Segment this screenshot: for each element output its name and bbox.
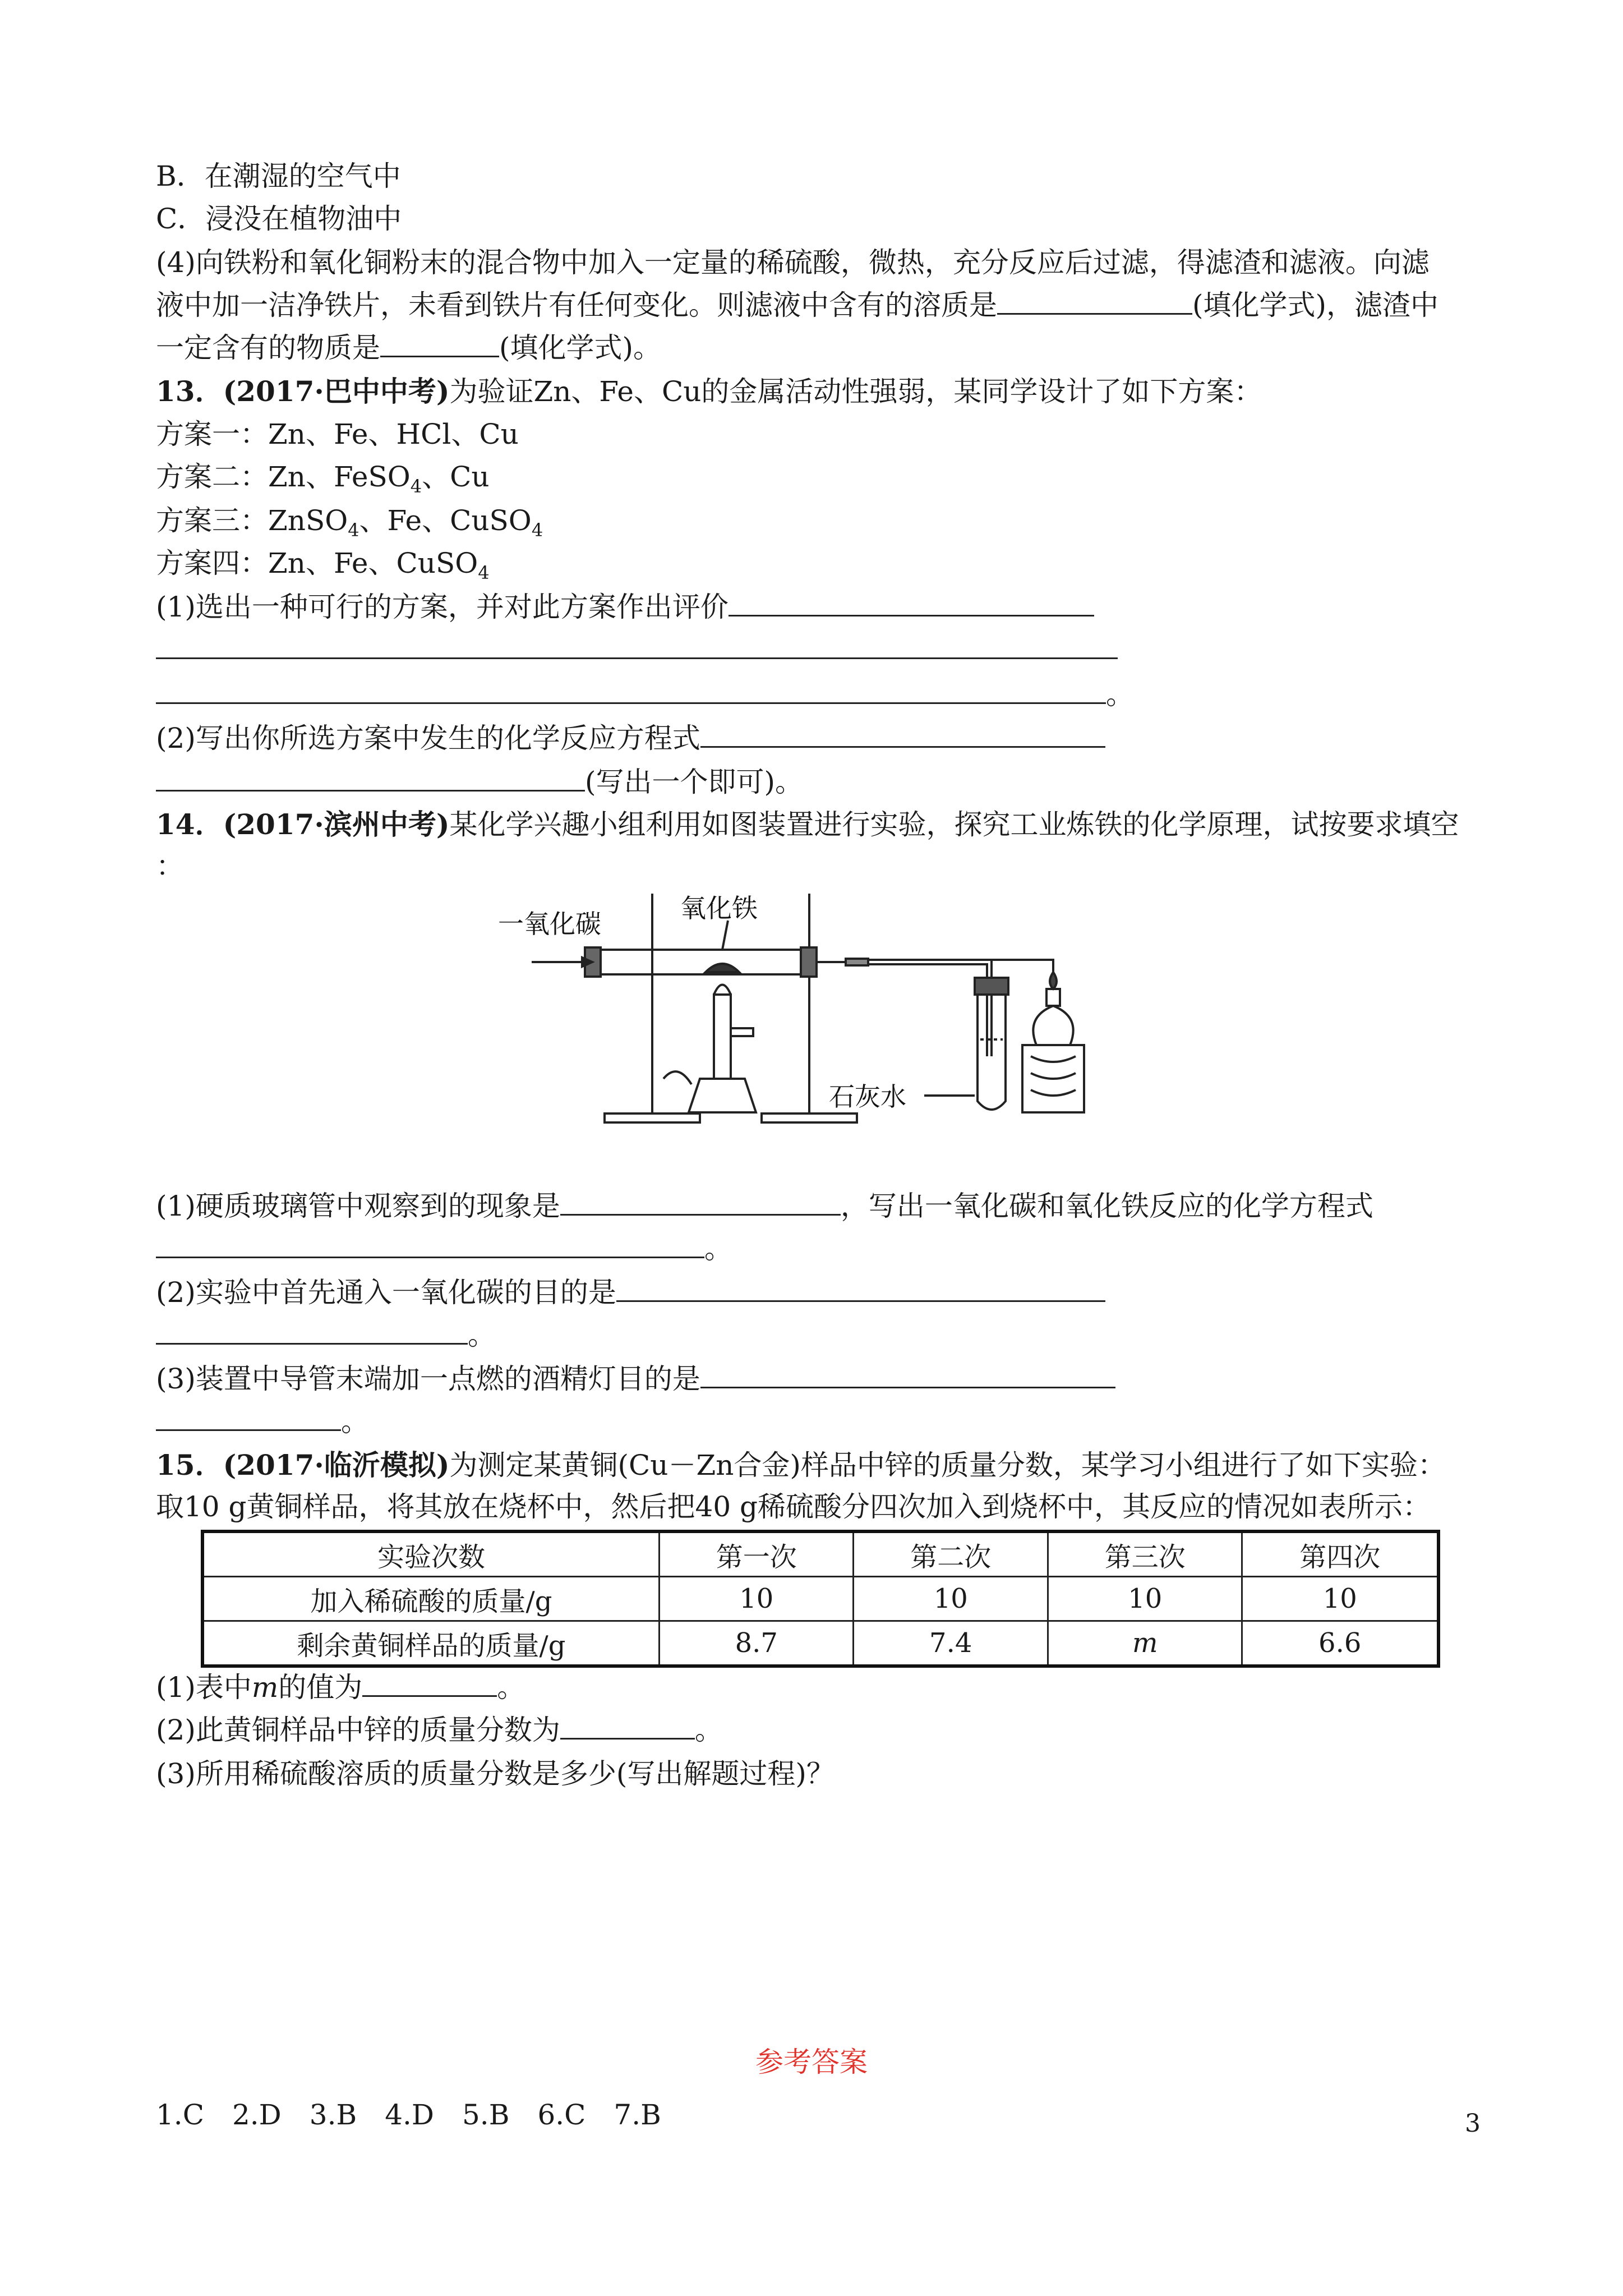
q13-evaluation-blank3[interactable] [156,677,1106,704]
q13-part1-text: (1)选出一种可行的方案，并对此方案作出评价 [156,591,728,623]
q13-plan3-a: 方案三：ZnSO [156,504,348,537]
wood-grain [1031,1056,1076,1096]
q13-stem [156,374,1262,409]
test-tube-stopper [975,978,1008,995]
table-cell: 剩余黄铜样品的质量/g [202,1621,660,1667]
q13-evaluation-blank2[interactable] [156,657,1118,659]
q14-part2-line2 [156,1317,496,1353]
q15-zinc-fraction-blank[interactable] [560,1712,695,1740]
table-header-cell: 第四次 [1242,1531,1438,1577]
q13-plan1: 方案一：Zn、Fe、HCl、Cu [156,418,519,450]
q14-source: (2017·滨州中考) [223,808,450,841]
page-number: 3 [1465,2109,1481,2138]
q12-part4-line2 [156,287,1438,323]
q13-part2-line2 [156,764,803,800]
table-cell: 10 [1242,1577,1438,1621]
table-cell: 8.7 [660,1621,854,1667]
q12-option-c: C．浸没在植物油中 [156,203,402,235]
rubber-joint [846,959,868,965]
burner-knob [731,1028,753,1036]
label-carbon-monoxide: 一氧化碳 [498,909,601,939]
label-iron-oxide: 氧化铁 [680,893,758,923]
q12-part4-text-a: 液中加一洁净铁片，未看到铁片有任何变化。则滤液中含有的溶质是 [156,289,997,321]
q13-part2-tail: (写出一个即可)。 [585,766,804,798]
q15-data-table [201,1530,1440,1668]
q15-part1 [156,1669,525,1705]
table-header-cell: 第三次 [1048,1531,1242,1577]
q13-plan3-b: 、Fe、CuSO [359,504,532,537]
hard-glass-tube [593,950,806,974]
q13-part2 [156,720,1105,756]
q13-stem-text: 为验证Zn、Fe、Cu的金属活动性强弱，某同学设计了如下方案： [449,375,1262,408]
table-header-cell: 实验次数 [202,1531,660,1577]
alcohol-lamp-flame [1050,972,1057,989]
q15-number: 15． [156,1448,223,1481]
q13-period: 。 [1106,678,1134,711]
table-header-row [202,1531,1438,1577]
table-cell: 10 [660,1577,854,1621]
q15-m-value-blank[interactable] [362,1669,497,1697]
q13-plan3 [156,503,543,539]
q12-solute-blank[interactable] [997,287,1192,315]
q14-lamp-blank1[interactable] [700,1361,1115,1388]
q15-source: (2017·临沂模拟) [223,1448,450,1481]
q14-stem-text: 某化学兴趣小组利用如图装置进行实验，探究工业炼铁的化学原理，试按要求填空 [449,808,1459,841]
table-row [202,1577,1438,1621]
q12-part4-line1: (4)向铁粉和氧化铜粉末的混合物中加入一定量的稀硫酸，微热，充分反应后过滤，得滤渣和滤液。向滤 [156,246,1430,279]
q12-option-b: B．在潮湿的空气中 [156,160,401,192]
table-cell: 7.4 [854,1621,1048,1667]
alcohol-lamp-neck [1046,989,1060,1006]
q15-part1-period: 。 [497,1671,525,1704]
q14-part3-line2 [156,1404,369,1439]
stand-base-left [605,1114,700,1122]
q13-plan2-a: 方案二：Zn、FeSO [156,461,411,493]
table-cell: m [1048,1621,1242,1667]
table-cell: 10 [854,1577,1048,1621]
q12-part4-text-c: 一定含有的物质是 [156,332,380,364]
table-cell: 10 [1048,1577,1242,1621]
q14-purpose-blank2[interactable] [156,1317,468,1345]
answers-line: 1.C 2.D 3.B 4.D 5.B 6.C 7.B [156,2099,661,2131]
q15-part1-text-a: (1)表中 [156,1671,252,1704]
q15-stem-text: 为测定某黄铜(Cu－Zn合金)样品中锌的质量分数，某学习小组进行了如下实验： [449,1449,1446,1481]
table-header-cell: 第二次 [854,1531,1048,1577]
delivery-tube [868,960,992,1056]
q13-equation-blank2[interactable] [156,764,585,792]
q14-purpose-blank1[interactable] [616,1274,1105,1302]
q13-plan2-b: 、Cu [422,461,490,493]
q13-plan4-a: 方案四：Zn、Fe、CuSO [156,547,478,579]
q14-colon: ： [156,850,184,882]
table-cell: 加入稀硫酸的质量/g [202,1577,660,1621]
q15-part2 [156,1712,723,1748]
q12-part4-text-b: (填化学式)，滤渣中 [1192,289,1439,321]
q14-part2-text: (2)实验中首先通入一氧化碳的目的是 [156,1276,616,1309]
q15-part3: (3)所用稀硫酸溶质的质量分数是多少(写出解题过程)？ [156,1757,834,1790]
q13-number: 13． [156,375,223,408]
iron-oxide-leader [722,921,728,950]
q13-plan2-sub: 4 [410,476,422,497]
q13-plan3-sub1: 4 [348,519,359,541]
q15-variable-m: m [251,1671,279,1704]
q13-plan3-sub2: 4 [531,519,543,541]
q14-stem [156,807,1459,843]
answers-title: 参考答案 [755,2046,868,2078]
q12-residue-blank[interactable] [380,330,499,357]
stand-base-right [762,1114,857,1122]
table-cell: 6.6 [1242,1621,1438,1667]
burner-base [689,1079,756,1112]
q13-evaluation-blank1[interactable] [728,589,1094,616]
q13-plan2 [156,459,490,495]
table-row [202,1621,1438,1667]
q14-period-1: 。 [704,1232,732,1265]
q14-equation-blank[interactable] [156,1231,704,1258]
q15-stem2: 取10 g黄铜样品，将其放在烧杯中，然后把40 g稀硫酸分四次加入到烧杯中，其反应的情况如表所示： [156,1490,1431,1523]
q14-phenomenon-blank[interactable] [560,1188,841,1216]
q13-source: (2017·巴中中考) [223,375,450,408]
q14-part1-text-a: (1)硬质玻璃管中观察到的现象是 [156,1190,560,1222]
q15-part2-text: (2)此黄铜样品中锌的质量分数为 [156,1714,560,1746]
iron-smelting-apparatus-figure [498,888,1193,1146]
table-header-cell: 第一次 [660,1531,854,1577]
tube-stopper-right [801,947,817,977]
iron-oxide-powder [706,964,739,972]
alcohol-lamp-body [1033,1006,1073,1045]
q14-period-3: 。 [341,1405,369,1438]
q14-part1-line2 [156,1231,732,1267]
q13-plan4-sub: 4 [478,562,490,583]
q13-equation-blank1[interactable] [700,720,1105,748]
q15-part1-text-b: 的值为 [278,1671,363,1704]
q13-part1 [156,589,1094,625]
q13-plan4 [156,545,490,581]
q14-part1-text-b: ，写出一氧化碳和氧化铁反应的化学方程式 [840,1190,1373,1222]
q14-part2 [156,1274,1105,1310]
q14-part3-text: (3)装置中导管末端加一点燃的酒精灯目的是 [156,1363,700,1395]
q14-part3 [156,1361,1115,1397]
burner-flame [714,985,731,995]
q12-part4-line3 [156,330,661,366]
q14-period-2: 。 [468,1319,496,1351]
q14-number: 14． [156,808,223,841]
label-limewater: 石灰水 [829,1082,906,1112]
q14-lamp-blank2[interactable] [156,1404,341,1431]
q15-stem [156,1447,1446,1483]
q14-part1 [156,1188,1373,1224]
gas-inlet [663,1071,691,1084]
q13-evaluation-line3 [156,677,1134,712]
burner-column [714,995,731,1079]
q12-part4-text-d: (填化学式)。 [499,332,662,364]
q13-part2-text: (2)写出你所选方案中发生的化学反应方程式 [156,722,700,754]
q15-part2-period: 。 [694,1714,723,1746]
